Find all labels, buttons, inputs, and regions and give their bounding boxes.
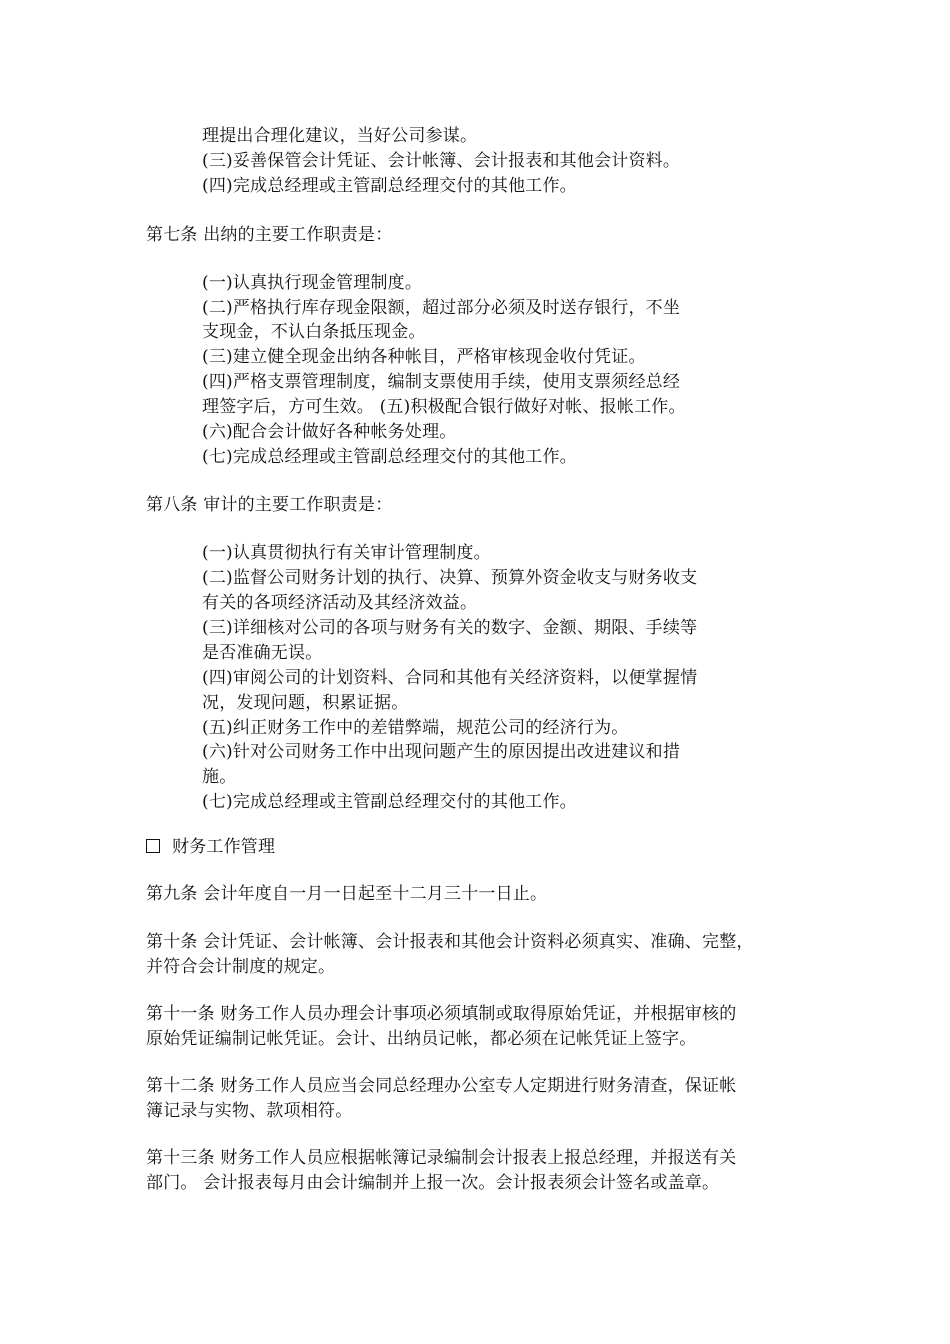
checkbox-icon — [146, 839, 160, 853]
article13-line: 第十三条 财务工作人员应根据帐簿记录编制会计报表上报总经理，并报送有关 — [146, 1148, 737, 1168]
intro-line: (四)完成总经理或主管副总经理交付的其他工作。 — [202, 176, 577, 196]
article8-line: (七)完成总经理或主管副总经理交付的其他工作。 — [202, 792, 577, 812]
article7-line: (六)配合会计做好各种帐务处理。 — [202, 422, 457, 442]
article8-line: (五)纠正财务工作中的差错弊端，规范公司的经济行为。 — [202, 718, 629, 738]
article11-line: 第十一条 财务工作人员办理会计事项必须填制或取得原始凭证，并根据审核的 — [146, 1004, 737, 1024]
article10-line: 第十条 会计凭证、会计帐簿、会计报表和其他会计资料必须真实、准确、完整， — [146, 932, 754, 952]
article7-line: 理签字后，方可生效。 (五)积极配合银行做好对帐、报帐工作。 — [202, 397, 686, 417]
article8-line: (三)详细核对公司的各项与财务有关的数字、金额、期限、手续等 — [202, 618, 698, 638]
article8-line: 施。 — [202, 767, 237, 787]
intro-line: (三)妥善保管会计凭证、会计帐簿、会计报表和其他会计资料。 — [202, 151, 681, 171]
article7-line: (四)严格支票管理制度，编制支票使用手续，使用支票须经总经 — [202, 372, 681, 392]
article8-line: (一)认真贯彻执行有关审计管理制度。 — [202, 543, 491, 563]
article7-heading: 第七条 出纳的主要工作职责是： — [146, 225, 393, 245]
article10-line: 并符合会计制度的规定。 — [146, 957, 336, 977]
article8-line: 是否准确无误。 — [202, 643, 323, 663]
article7-line: 支现金，不认白条抵压现金。 — [202, 322, 426, 342]
article8-line: 有关的各项经济活动及其经济效益。 — [202, 593, 478, 613]
article8-heading: 第八条 审计的主要工作职责是： — [146, 495, 393, 515]
article7-line: (二)严格执行库存现金限额，超过部分必须及时送存银行，不坐 — [202, 298, 681, 318]
article7-line: (三)建立健全现金出纳各种帐目，严格审核现金收付凭证。 — [202, 347, 646, 367]
intro-line: 理提出合理化建议，当好公司参谋。 — [202, 126, 478, 146]
article7-line: (一)认真执行现金管理制度。 — [202, 273, 423, 293]
article12-line: 第十二条 财务工作人员应当会同总经理办公室专人定期进行财务清查，保证帐 — [146, 1076, 737, 1096]
article13-line: 部门。 会计报表每月由会计编制并上报一次。会计报表须会计签名或盖章。 — [146, 1173, 720, 1193]
article7-line: (七)完成总经理或主管副总经理交付的其他工作。 — [202, 447, 577, 467]
article8-line: (六)针对公司财务工作中出现问题产生的原因提出改进建议和措 — [202, 742, 681, 762]
section-heading — [146, 835, 275, 859]
article8-line: (二)监督公司财务计划的执行、决算、预算外资金收支与财务收支 — [202, 568, 698, 588]
article8-line: (四)审阅公司的计划资料、合同和其他有关经济资料，以便掌握情 — [202, 668, 698, 688]
article8-line: 况，发现问题，积累证据。 — [202, 693, 409, 713]
article11-line: 原始凭证编制记帐凭证。会计、出纳员记帐，都必须在记帐凭证上签字。 — [146, 1029, 697, 1049]
article12-line: 簿记录与实物、款项相符。 — [146, 1101, 353, 1121]
article9-line: 第九条 会计年度自一月一日起至十二月三十一日止。 — [146, 884, 548, 904]
section-title: 财务工作管理 — [172, 837, 276, 857]
